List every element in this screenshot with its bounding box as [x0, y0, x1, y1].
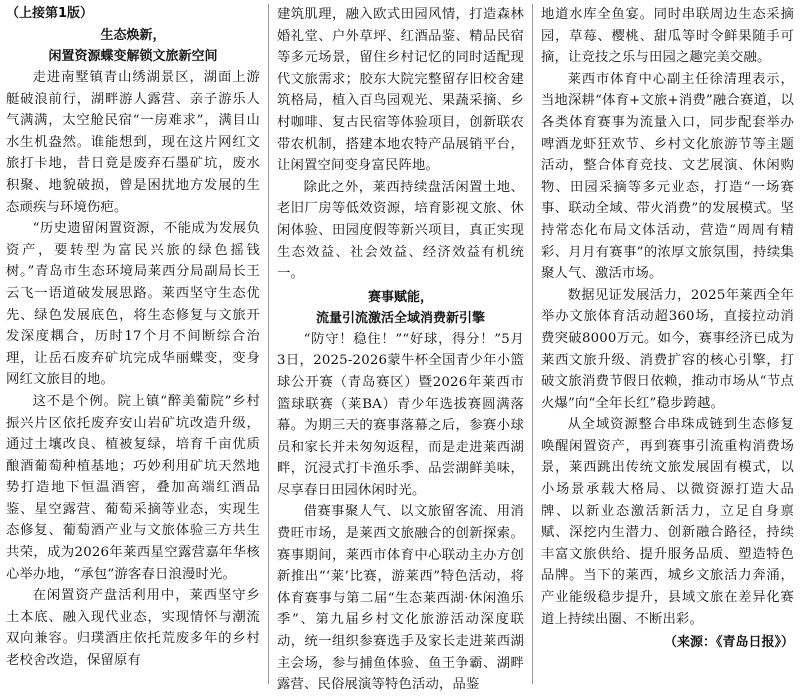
source-credit: （来源：《青岛日报》）: [663, 635, 794, 651]
paragraph: “历史遗留闲置资源，不能成为发展负资产，要转型为富民兴旅的绿色摇钱树。”青岛市生态环境局莱西分局副局长王云飞一语道破发展思路。莱西坚守生态优先、绿色发展底色，将生态修复与文旅开发深度耦合，历时17个月不间断综合治理，让岳石废弃矿坑完成华丽蝶变，变身网红文旅目的地。: [6, 221, 260, 388]
section-heading-2-line-1: 赛事赋能，: [367, 289, 433, 305]
paragraph-continued: 地道水库全鱼宴。同时串联周边生态采摘园，草莓、樱桃、甜瓜等时令鲜果随手可摘，让竞技之乐与田园之趣完美交融。: [541, 7, 794, 66]
paragraph-continued: 建筑肌理，融入欧式田园风情，打造森林婚礼堂、户外草坪、红酒品鉴、精品民宿等多元场景，留住乡村记忆的同时适配现代文旅需求；胶东大院完整留存旧校舍建筑格局，植入百鸟园观光、果蔬采摘、乡村咖啡、复古民宿等体验项目，创新联农带农机制，搭建本地农特产品展销平台，让闲置空间变身富民阵地。: [277, 7, 524, 174]
paragraph: 除此之外，莱西持续盘活闲置土地、老旧厂房等低效资源，培育影视文旅、休闲体验、田园度假等新兴项目，真正实现生态效益、社会效益、经济效益有机统一。: [277, 179, 524, 282]
paragraph: 在闲置资产盘活利用中，莱西坚守乡土本底、融入现代业态，实现情怀与潮流双向兼容。归璞酒庄依托荒废多年的乡村老校舍改造，保留原有: [6, 588, 260, 669]
paragraph: 走进南墅镇青山绣湖景区，湖面上游艇破浪前行，湖畔游人露营、亲子游乐人气满满，太空舱民宿“一房难求”，满目山水生机盎然。谁能想到，现在这片网红文旅打卡地，昔日竟是废弃石墨矿坑，废水积聚、地貌破损，曾是困扰地方发展的生态顽疾与环境伤疤。: [6, 70, 260, 215]
section-heading-1-line-2: 闲置资源蝶变解锁文旅新空间: [48, 49, 218, 64]
column-2: [268, 4, 532, 693]
paragraph: 这不是个例。院上镇“醉美葡院”乡村振兴片区依托废弃安山岩矿坑改造升级，通过土壤改良、植被复绿，培育千亩优质酿酒葡萄种植基地；巧妙利用矿坑天然地势打造地下恒温酒窖，叠加高端红酒品鉴、星空露营、葡萄采摘等业态，实现生态修复、葡萄酒产业与文旅体验三方共生共荣，成为2026年莱西星空露营嘉年华核心举办地，“承包”游客春日浪漫时光。: [6, 393, 260, 582]
section-heading-2-line-2: 流量引流激活全域消费新引擎: [315, 310, 485, 326]
column-1: [6, 4, 268, 684]
section-heading-1: [6, 25, 260, 67]
section-heading-1-line-1: 生态焕新，: [100, 28, 166, 43]
article-columns: [6, 4, 794, 693]
paragraph: 数据见证发展活力，2025年莱西全年举办文旅体育活动超360场，直接拉动消费突破8000万元。如今，赛事经济已成为莱西文旅升级、消费扩容的核心引擎，打破文旅消费节假日依赖，推动市场从“节点火爆”向“全年长红”稳步跨越。: [541, 287, 794, 411]
paragraph: 莱西市体育中心副主任徐清理表示，当地深耕“体育+文旅+消费”融合赛道，以各类体育赛事为流量入口，同步配套举办啤酒龙虾狂欢节、乡村文化旅游节等主题活动，整合体育竞技、文艺展演、休闲购物、田园采摘等多元业态，打造“一场赛事、联动全域、带火消费”的发展模式。坚持常态化布局文体活动，营造“周周有精彩、月月有赛事”的浓厚文旅氛围，持续集聚人气、激活市场。: [541, 71, 794, 282]
continuation-label: （上接第1版）: [6, 6, 94, 21]
paragraph: 借赛事聚人气、以文旅留客流、用消费旺市场，是莱西文旅融合的创新探索。赛事期间，莱西市体育中心联动主办方创新推出“‘莱’比赛，游莱西”特色活动，将体育赛事与第二届“生态莱西湖·休闲渔乐季”、第九届乡村文化旅游活动深度联动，统一组织参赛选手及家长走进莱西湖主会场，参与捕鱼体验、鱼王争霸、湖畔露营、民俗展演等特色活动，品鉴: [277, 504, 524, 693]
section-heading-2: [277, 287, 524, 329]
paragraph: 从全域资源整合串珠成链到生态修复唤醒闲置资产，再到赛事引流重构消费场景，莱西跳出传统文旅发展固有模式，以小场景承载大格局、以微资源打造大品牌、以新业态激活新活力，立足自身禀赋、深挖内生潜力、创新融合路径，持续丰富文旅供给、提升服务品质、塑造特色品牌。当下的莱西，城乡文旅活力奔涌，产业能级稳步提升，县域文旅在差异化赛道上持续出圈、不断出彩。: [541, 417, 794, 627]
column-3: [532, 4, 794, 684]
paragraph: “防守！稳住！”“好球，得分！”5月3日，2025-2026蒙牛杯全国青少年小篮球公开赛（青岛赛区）暨2026年莱西市篮球联赛（莱BA）青少年选拔赛圆满落幕。为期三天的赛事落幕之后，参赛小球员和家长并未匆匆返程，而是走进莱西湖畔，沉浸式打卡渔乐季、品尝湖鲜美味，尽享春日田园休闲时光。: [277, 331, 524, 498]
